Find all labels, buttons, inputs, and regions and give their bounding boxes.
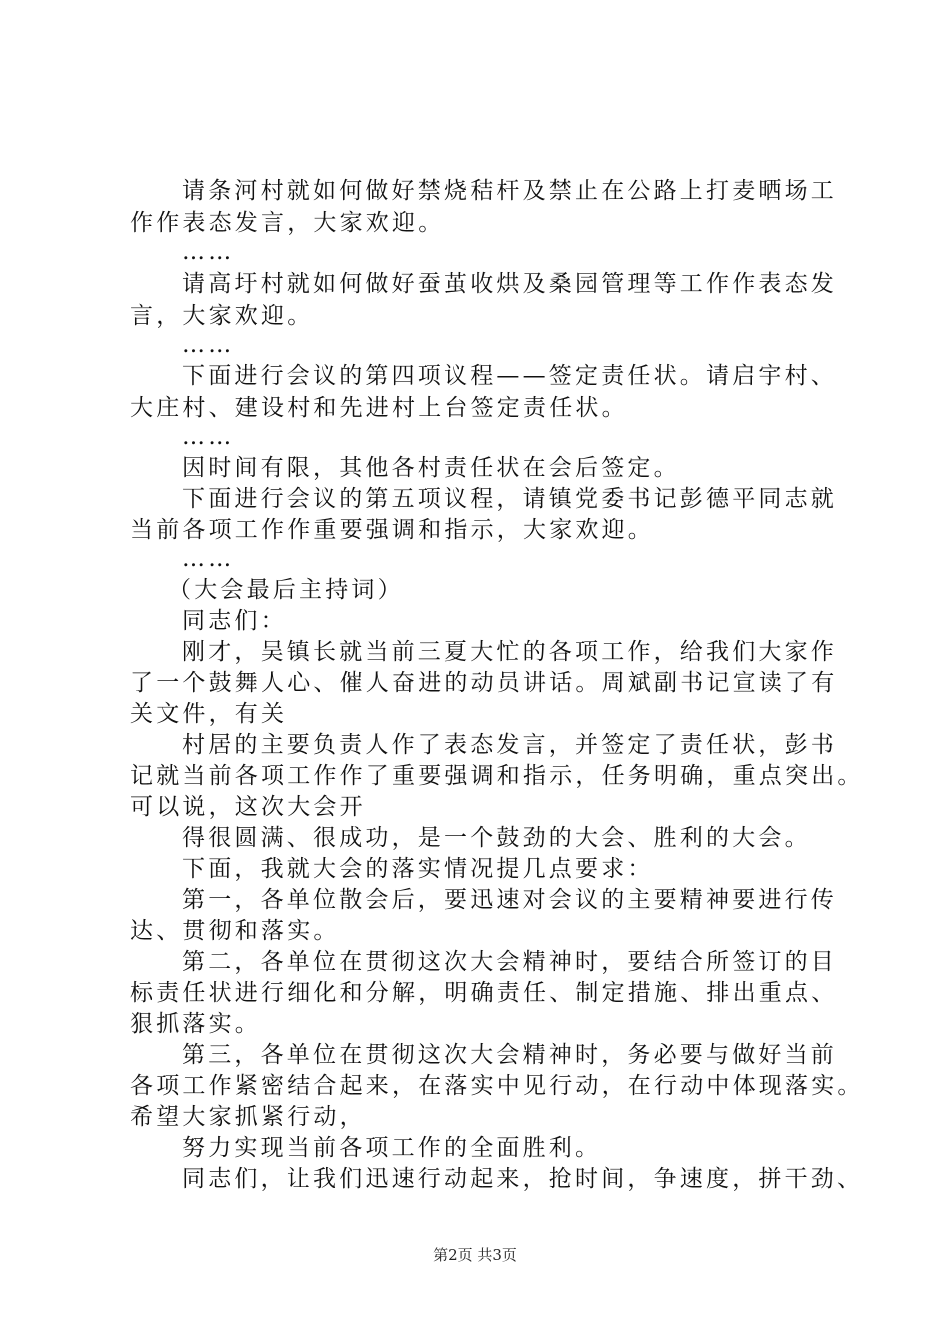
paragraph-line: 当前各项工作作重要强调和指示，大家欢迎。 (130, 517, 654, 543)
paragraph-line: 标责任状进行细化和分解，明确责任、制定措施、排出重点、 (130, 980, 838, 1006)
paragraph-line: 请高圩村就如何做好蚕茧收烘及桑园管理等工作作表态发 (182, 271, 837, 297)
paragraph-line: 各项工作紧密结合起来，在落实中见行动，在行动中体现落实。 (130, 1073, 864, 1099)
page-footer: 第2页 共3页 (433, 1246, 517, 1264)
paragraph-line: 因时间有限，其他各村责任状在会后签定。 (182, 455, 680, 481)
paragraph-line: 记就当前各项工作作了重要强调和指示，任务明确，重点突出。 (130, 763, 864, 789)
paragraph-line: 第二，各单位在贯彻这次大会精神时，要结合所签订的目 (182, 949, 837, 975)
paragraph-line: 刚才，吴镇长就当前三夏大忙的各项工作，给我们大家作 (182, 639, 837, 665)
paragraph-line: 第三，各单位在贯彻这次大会精神时，务必要与做好当前 (182, 1042, 837, 1068)
paragraph-line: 言，大家欢迎。 (130, 303, 314, 329)
paragraph-line: 下面进行会议的第五项议程，请镇党委书记彭德平同志就 (182, 486, 837, 512)
paragraph-line: 下面，我就大会的落实情况提几点要求： (182, 856, 654, 882)
paragraph-line: （大会最后主持词） (168, 577, 404, 603)
paragraph-line: 大庄村、建设村和先进村上台签定责任状。 (130, 395, 628, 421)
paragraph-line: 可以说，这次大会开 (130, 794, 366, 820)
paragraph-line: 村居的主要负责人作了表态发言，并签定了责任状，彭书 (182, 732, 837, 758)
paragraph-line: 达、贯彻和落实。 (130, 918, 340, 944)
ellipsis-line: …… (182, 424, 235, 450)
ellipsis-line: …… (182, 546, 235, 572)
paragraph-line: 同志们： (182, 608, 287, 634)
paragraph-line: 第一，各单位散会后，要迅速对会议的主要精神要进行传 (182, 887, 837, 913)
paragraph-line: 关文件，有关 (130, 701, 288, 727)
paragraph-line: 下面进行会议的第四项议程——签定责任状。请启宇村、 (182, 363, 837, 389)
paragraph-line: 了一个鼓舞人心、催人奋进的动员讲话。周斌副书记宣读了有 (130, 670, 838, 696)
paragraph-line: 作作表态发言，大家欢迎。 (130, 210, 445, 236)
ellipsis-line: …… (182, 239, 235, 265)
paragraph-line: 希望大家抓紧行动， (130, 1104, 366, 1130)
paragraph-line: 请条河村就如何做好禁烧秸杆及禁止在公路上打麦晒场工 (182, 178, 837, 204)
ellipsis-line: …… (182, 332, 235, 358)
paragraph-line: 同志们，让我们迅速行动起来，抢时间，争速度，拼干劲、 (182, 1166, 864, 1192)
paragraph-line: 狠抓落实。 (130, 1011, 261, 1037)
paragraph-line: 努力实现当前各项工作的全面胜利。 (182, 1135, 602, 1161)
paragraph-line: 得很圆满、很成功，是一个鼓劲的大会、胜利的大会。 (182, 825, 811, 851)
